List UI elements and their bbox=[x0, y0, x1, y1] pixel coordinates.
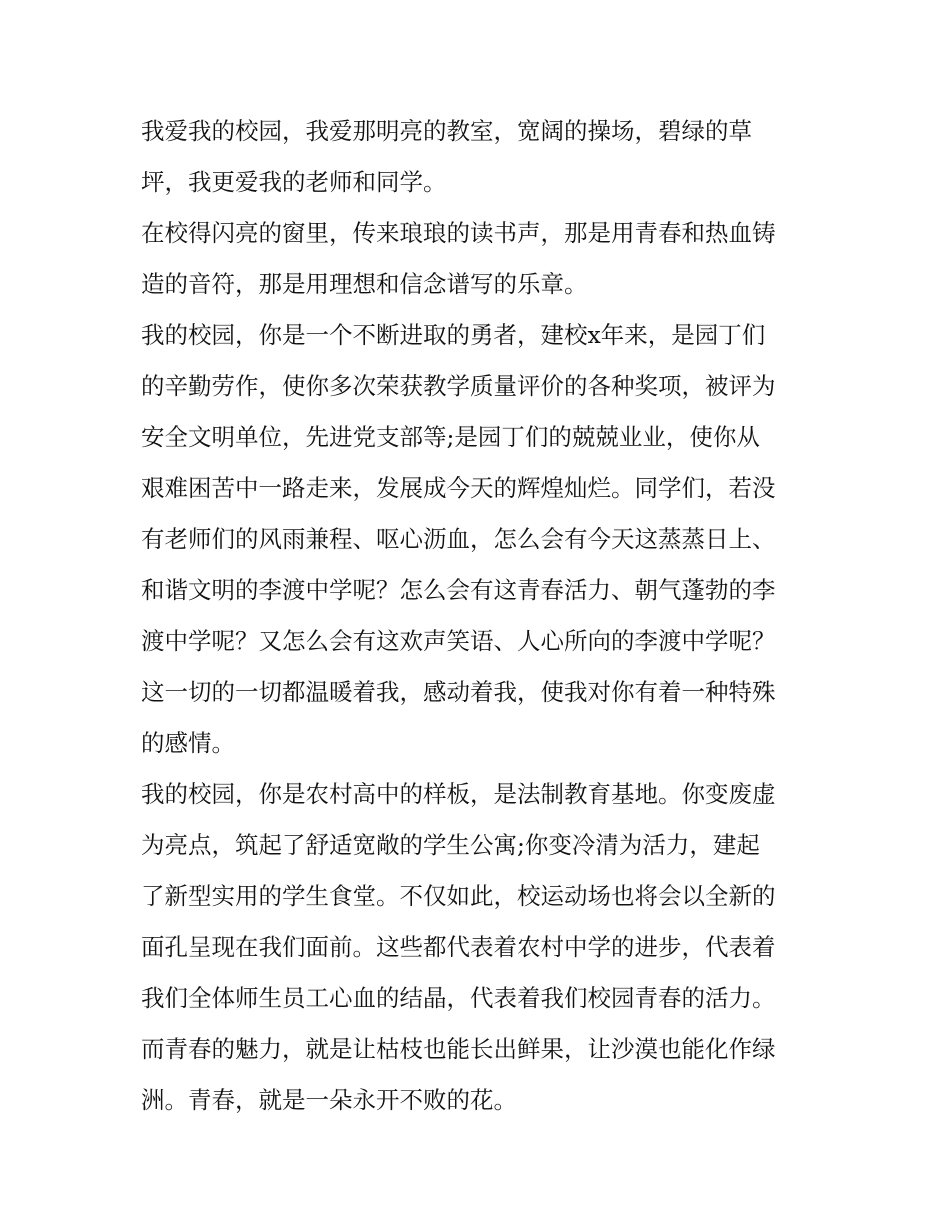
text-line: 艰难困苦中一路走来，发展成今天的辉煌灿烂。同学们，若没 bbox=[141, 474, 776, 502]
text-line: 和谐文明的李渡中学呢？怎么会有这青春活力、朝气蓬勃的李 bbox=[141, 576, 776, 604]
text-line: 了新型实用的学生食堂。不仅如此，校运动场也将会以全新的 bbox=[141, 882, 776, 910]
text-line: 的辛勤劳作，使你多次荣获教学质量评价的各种奖项，被评为 bbox=[141, 372, 776, 400]
text-line: 面孔呈现在我们面前。这些都代表着农村中学的进步，代表着 bbox=[141, 933, 776, 961]
text-line: 而青春的魅力，就是让枯枝也能长出鲜果，让沙漠也能化作绿 bbox=[141, 1035, 776, 1063]
text-line: 有老师们的风雨兼程、呕心沥血，怎么会有今天这蒸蒸日上、 bbox=[141, 525, 776, 553]
text-line: 在校得闪亮的窗里，传来琅琅的读书声，那是用青春和热血铸 bbox=[141, 219, 776, 247]
text-line: 这一切的一切都温暖着我，感动着我，使我对你有着一种特殊 bbox=[141, 678, 776, 706]
text-line: 我的校园，你是农村高中的样板，是法制教育基地。你变废虚 bbox=[141, 780, 776, 808]
document-body bbox=[141, 106, 821, 1126]
text-line: 为亮点，筑起了舒适宽敞的学生公寓;你变冷清为活力，建起 bbox=[141, 831, 760, 859]
text-line: 洲。青春，就是一朵永开不败的花。 bbox=[141, 1086, 517, 1114]
text-line: 渡中学呢？又怎么会有这欢声笑语、人心所向的李渡中学呢？ bbox=[141, 627, 776, 655]
text-line: 坪，我更爱我的老师和同学。 bbox=[141, 168, 447, 196]
text-line: 我爱我的校园，我爱那明亮的教室，宽阔的操场，碧绿的草 bbox=[141, 117, 752, 145]
text-line: 的感情。 bbox=[141, 729, 235, 757]
text-line: 我们全体师生员工心血的结晶，代表着我们校园青春的活力。 bbox=[141, 984, 776, 1012]
text-line: 我的校园，你是一个不断进取的勇者，建校x年来，是园丁们 bbox=[141, 321, 766, 349]
text-line: 造的音符，那是用理想和信念谱写的乐章。 bbox=[141, 270, 588, 298]
text-line: 安全文明单位，先进党支部等;是园丁们的兢兢业业，使你从 bbox=[141, 423, 760, 451]
